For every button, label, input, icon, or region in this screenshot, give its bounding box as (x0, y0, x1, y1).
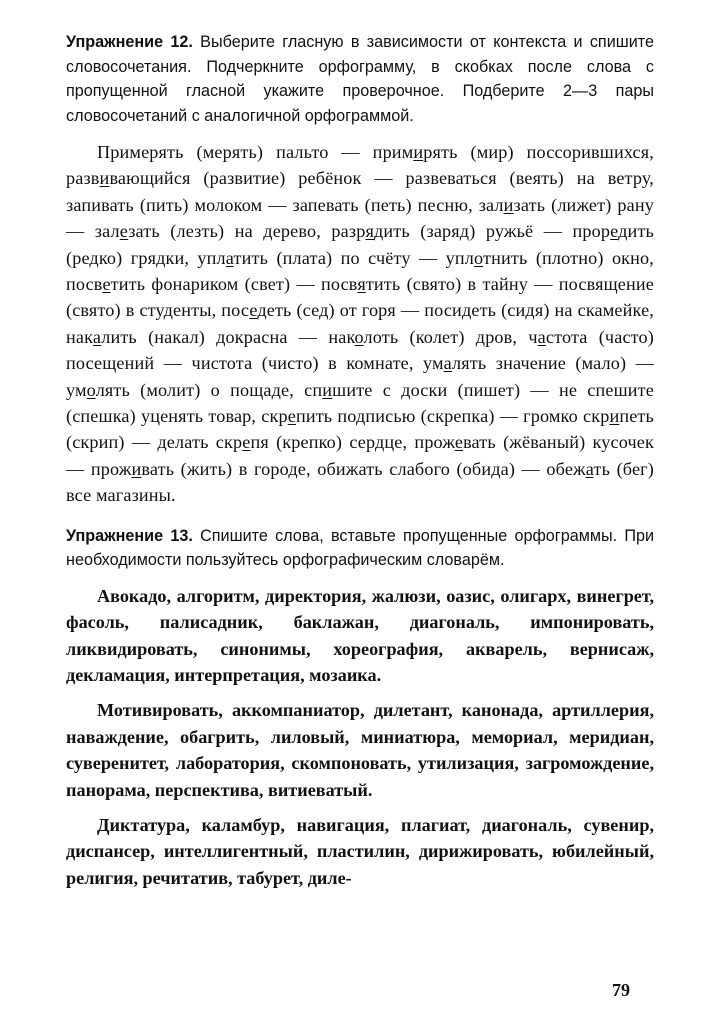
exercise-12-text (66, 139, 654, 509)
underlined-orthogram: и (503, 194, 514, 215)
text-segment: тить (свято) в тайну — посвящение (свято) в студенты, пос (66, 274, 654, 321)
text-segment: вать (жить) в городе, обижать слабого (обида) — обеж (141, 458, 586, 479)
text-segment: шите с доски (пишет) — не спешите (спешка) уценять товар, скр (66, 379, 654, 427)
underlined-orthogram: е (102, 274, 111, 295)
text-segment: ть (бег) все магазины. (66, 458, 654, 506)
underlined-orthogram: о (354, 326, 364, 347)
text-segment: пить подписью (скрепка) — громко скр (295, 406, 610, 427)
underlined-orthogram: е (454, 432, 464, 453)
underlined-orthogram: о (86, 379, 96, 400)
underlined-orthogram: о (474, 247, 484, 268)
exercise-13-instruction-text: Спишите слова, вставьте пропущенные орфограммы. При необходимости пользуйтесь орфографическим словарём. (66, 526, 655, 570)
underlined-orthogram: а (225, 247, 234, 268)
exercise-13-word-list-1: Авокадо, алгоритм, директория, жалюзи, оазис, олигарх, винегрет, фасоль, палисадник, баклажан, диагональ, импонировать, ликвидировать, синонимы, хореография, акварель, вернисаж, декламация, интерпретация, мозаика. (66, 585, 654, 685)
text-segment: пя (крепко) сердце, прож (250, 432, 455, 453)
underlined-orthogram: а (92, 326, 102, 347)
exercise-12-instruction-text: Выберите гласную в зависимости от контекста и спишите словосочетания. Подчеркните орфограмму, в скобках после слова с пропущенной гласной укажите проверочное. Подберите 2—3 пары словосочетаний с аналогичной орфограммой. (66, 33, 655, 125)
text-segment: лять значение (мало) — ум (66, 353, 654, 400)
text-segment: Примерять (мерять) пальто — прим (97, 142, 414, 162)
text-segment: тить (плата) по счёту — упл (233, 247, 475, 268)
text-segment: стота (часто) посещений — чистота (чисто) в комнате, ум (66, 326, 654, 374)
text-segment: рять (мир) поссорившихся, разв (66, 142, 654, 189)
text-segment: тить фонариком (свет) — посв (110, 274, 358, 295)
text-segment: деть (сед) от горя — посидеть (сидя) на скамейке, нак (66, 300, 654, 347)
underlined-orthogram: и (413, 142, 424, 162)
underlined-orthogram: е (119, 221, 129, 242)
underlined-orthogram: а (443, 353, 452, 374)
textbook-page (66, 30, 654, 1010)
exercise-13-word-list-2: Мотивировать, аккомпаниатор, дилетант, канонада, артиллерия, наваждение, обагрить, лиловый, миниатюра, мемориал, меридиан, суверенитет, лаборатория, скомпоновать, утилизация, загромождение, панорама, перспектива, витиеватый. (66, 700, 654, 800)
text-segment: дить (заряд) ружьё — прор (373, 221, 611, 242)
exercise-13-instruction (66, 524, 654, 573)
text-segment: зать (лезть) на дерево, разр (128, 221, 366, 242)
underlined-orthogram: и (131, 458, 142, 479)
underlined-orthogram: а (537, 326, 546, 347)
underlined-orthogram: е (249, 300, 258, 321)
underlined-orthogram: е (242, 432, 251, 453)
exercise-13-title: Упражнение 13. (66, 526, 193, 545)
exercise-12-instruction (66, 30, 654, 128)
text-segment: дить (редко) грядки, упл (66, 221, 654, 268)
underlined-orthogram: е (610, 221, 619, 242)
text-segment: зать (лижет) рану — зал (66, 194, 654, 242)
page-number: 79 (612, 980, 630, 1000)
underlined-orthogram: я (365, 221, 374, 242)
underlined-orthogram: я (357, 274, 366, 295)
text-segment: вать (жёваный) кусочек — прож (66, 432, 654, 479)
text-segment: петь (скрип) — делать скр (66, 406, 654, 453)
text-segment: тнить (плотно) окно, посв (66, 247, 654, 295)
underlined-orthogram: е (287, 406, 296, 427)
text-segment: лоть (колет) дров, ч (363, 326, 538, 347)
underlined-orthogram: и (322, 379, 333, 400)
exercise-13-word-list-3: Диктатура, каламбур, навигация, плагиат, диагональ, сувенир, диспансер, интеллигентный, пластилин, дирижировать, юбилейный, религия, речитатив, табурет, диле- (66, 814, 654, 888)
underlined-orthogram: и (609, 406, 620, 427)
text-segment: лять (молит) о пощаде, сп (95, 379, 323, 400)
text-segment: вающийся (развитие) ребёнок — развеваться (веять) на ветру, запивать (пить) молоком — запевать (петь) песню, зал (66, 168, 654, 215)
exercise-12-title: Упражнение 12. (66, 33, 193, 51)
underlined-orthogram: и (99, 168, 110, 189)
underlined-orthogram: а (585, 458, 594, 479)
text-segment: лить (накал) докрасна — нак (101, 326, 355, 347)
